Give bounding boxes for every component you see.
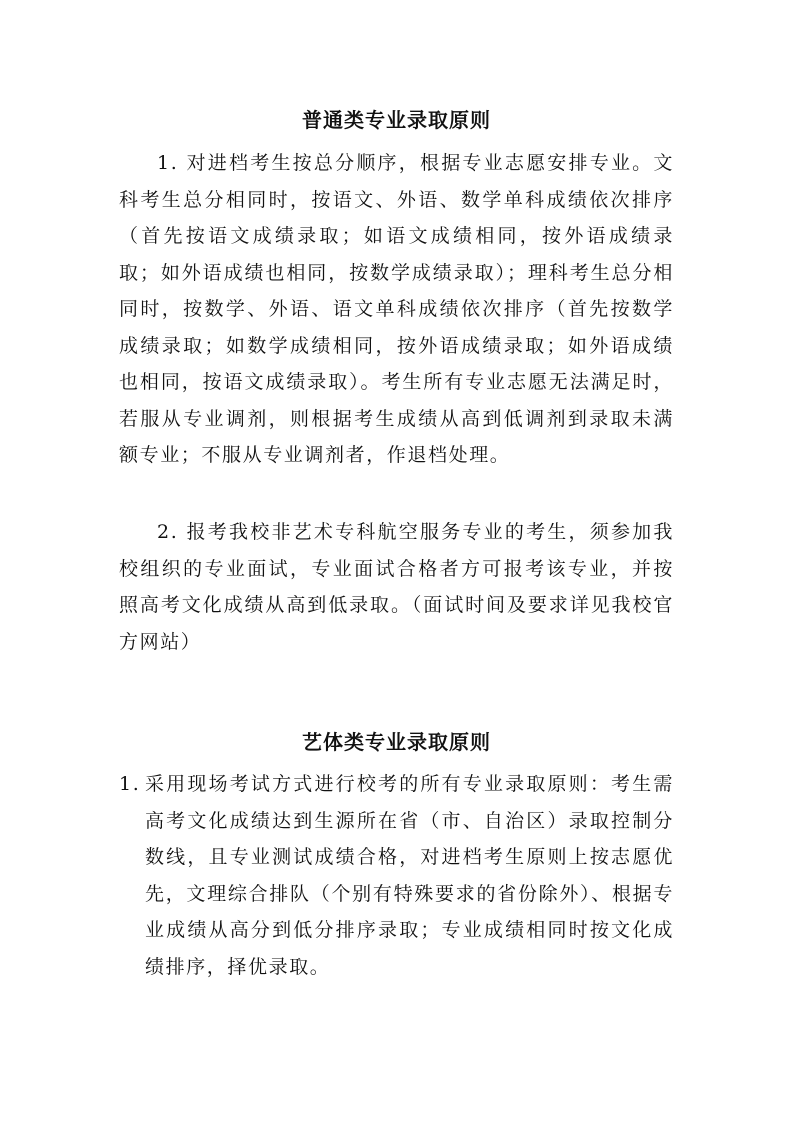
list-item-text: 采用现场考试方式进行校考的所有专业录取原则：考生需高考文化成绩达到生源所在省（市、自治区）录取控制分数线，且专业测试成绩合格，对进档考生原则上按志愿优先，文理综合排队（个别有特殊要求的省份除外）、根据专业成绩从高分到低分排序录取；专业成绩相同时按文化成绩排序，择优录取。 — [145, 773, 674, 978]
general-rule-paragraph-1: 1. 对进档考生按总分顺序，根据专业志愿安排专业。文科考生总分相同时，按语文、外语、数学单科成绩依次排序（首先按语文成绩录取；如语文成绩相同，按外语成绩录取；如外语成绩也相同，按数学成绩录取）；理科考生总分相同时，按数学、外语、语文单科成绩依次排序（首先按数学成绩录取；如数学成绩相同，按外语成绩录取；如外语成绩也相同，按语文成绩录取）。考生所有专业志愿无法满足时，若服从专业调剂，则根据考生成绩从高到低调剂到录取未满额专业；不服从专业调剂者，作退档处理。 — [119, 152, 674, 466]
list-item-number: 1. — [119, 773, 141, 795]
section-title-general: 普通类专业录取原则 — [302, 108, 491, 132]
section-title-arts-sports: 艺体类专业录取原则 — [302, 730, 491, 754]
arts-rule-item-1 — [119, 766, 674, 985]
general-rule-paragraph-2: 2. 报考我校非艺术专科航空服务专业的考生，须参加我校组织的专业面试，专业面试合格者方可报考该专业，并按照高考文化成绩从高到低录取。（面试时间及要求详见我校官方网站） — [119, 521, 674, 653]
